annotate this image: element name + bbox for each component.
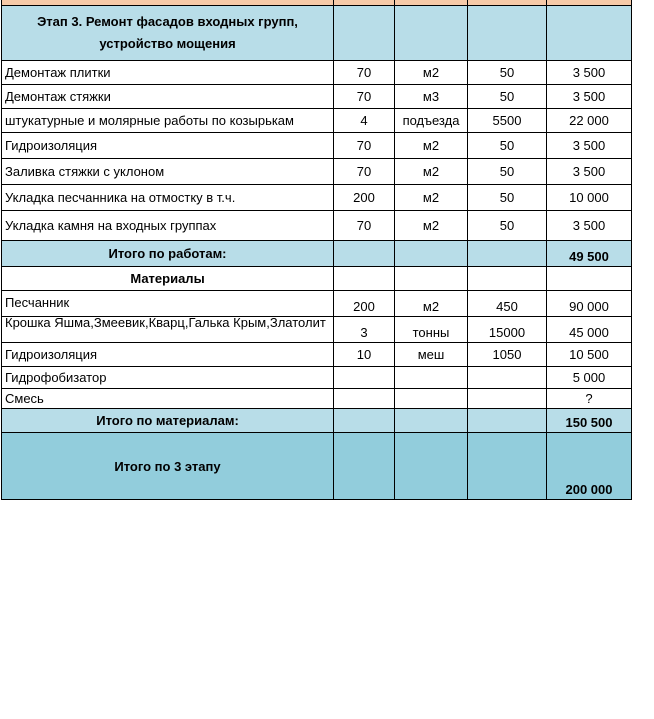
cell[interactable] — [334, 267, 395, 290]
table-row — [1, 185, 632, 211]
material-total[interactable]: 45 000 — [547, 317, 632, 342]
work-total[interactable]: 10 000 — [547, 185, 632, 210]
table-row — [1, 133, 632, 159]
stage-header-row — [1, 6, 632, 61]
material-name[interactable]: Гидрофобизатор — [1, 367, 334, 388]
work-price[interactable]: 50 — [468, 61, 547, 84]
cell[interactable] — [395, 433, 468, 499]
material-price[interactable]: 15000 — [468, 317, 547, 342]
material-total[interactable]: 90 000 — [547, 291, 632, 316]
table-row — [1, 367, 632, 389]
material-name[interactable]: Крошка Яшма,Змеевик,Кварц,Галька Крым,Златолит — [1, 317, 334, 342]
work-name[interactable]: Заливка стяжки с уклоном — [1, 159, 334, 184]
materials-total-value[interactable]: 150 500 — [547, 409, 632, 432]
work-total[interactable]: 3 500 — [547, 85, 632, 108]
stage-total-row — [1, 433, 632, 500]
cell[interactable] — [468, 433, 547, 499]
table-row — [1, 85, 632, 109]
work-qty[interactable]: 70 — [334, 85, 395, 108]
work-qty[interactable]: 200 — [334, 185, 395, 210]
work-unit[interactable]: м3 — [395, 85, 468, 108]
cell[interactable] — [334, 6, 395, 60]
table-row — [1, 211, 632, 241]
work-price[interactable]: 50 — [468, 211, 547, 240]
material-qty[interactable] — [334, 389, 395, 408]
cell[interactable] — [395, 6, 468, 60]
work-price[interactable]: 50 — [468, 85, 547, 108]
work-qty[interactable]: 70 — [334, 61, 395, 84]
material-unit[interactable] — [395, 389, 468, 408]
table-row — [1, 291, 632, 317]
material-price[interactable]: 450 — [468, 291, 547, 316]
materials-total-row — [1, 409, 632, 433]
cell[interactable] — [468, 6, 547, 60]
material-qty[interactable]: 10 — [334, 343, 395, 366]
table-row — [1, 389, 632, 409]
table-row — [1, 317, 632, 343]
cell[interactable] — [468, 267, 547, 290]
work-qty[interactable]: 4 — [334, 109, 395, 132]
cell[interactable] — [468, 409, 547, 432]
work-qty[interactable]: 70 — [334, 133, 395, 158]
stage-total-label[interactable]: Итого по 3 этапу — [1, 433, 334, 499]
spreadsheet-table — [1, 0, 632, 500]
cell[interactable] — [395, 409, 468, 432]
work-unit[interactable]: м2 — [395, 133, 468, 158]
material-name[interactable]: Гидроизоляция — [1, 343, 334, 366]
work-unit[interactable]: м2 — [395, 61, 468, 84]
material-total[interactable]: 10 500 — [547, 343, 632, 366]
material-price[interactable] — [468, 367, 547, 388]
work-total[interactable]: 3 500 — [547, 211, 632, 240]
work-price[interactable]: 50 — [468, 133, 547, 158]
cell[interactable] — [395, 267, 468, 290]
table-row — [1, 159, 632, 185]
material-name[interactable]: Смесь — [1, 389, 334, 408]
work-unit[interactable]: м2 — [395, 185, 468, 210]
materials-header[interactable]: Материалы — [1, 267, 334, 290]
cell[interactable] — [334, 409, 395, 432]
work-price[interactable]: 5500 — [468, 109, 547, 132]
work-name[interactable]: штукатурные и молярные работы по козырькам — [1, 109, 334, 132]
cell[interactable] — [547, 267, 632, 290]
material-price[interactable]: 1050 — [468, 343, 547, 366]
work-qty[interactable]: 70 — [334, 159, 395, 184]
work-total[interactable]: 3 500 — [547, 61, 632, 84]
materials-total-label[interactable]: Итого по материалам: — [1, 409, 334, 432]
stage-total-value[interactable]: 200 000 — [547, 433, 632, 499]
material-unit[interactable]: м2 — [395, 291, 468, 316]
table-row — [1, 343, 632, 367]
works-total-row — [1, 241, 632, 267]
table-row — [1, 61, 632, 85]
cell[interactable] — [547, 6, 632, 60]
table-row — [1, 109, 632, 133]
material-price[interactable] — [468, 389, 547, 408]
work-name[interactable]: Демонтаж стяжки — [1, 85, 334, 108]
stage-title[interactable]: Этап 3. Ремонт фасадов входных групп, устройство мощения — [1, 6, 334, 60]
work-name[interactable]: Укладка песчанника на отмостку в т.ч. — [1, 185, 334, 210]
material-qty[interactable] — [334, 367, 395, 388]
work-total[interactable]: 22 000 — [547, 109, 632, 132]
cell[interactable] — [395, 241, 468, 266]
work-qty[interactable]: 70 — [334, 211, 395, 240]
materials-header-row — [1, 267, 632, 291]
works-total-label[interactable]: Итого по работам: — [1, 241, 334, 266]
work-total[interactable]: 3 500 — [547, 133, 632, 158]
cell[interactable] — [468, 241, 547, 266]
cell[interactable] — [334, 433, 395, 499]
work-name[interactable]: Укладка камня на входных группах — [1, 211, 334, 240]
work-unit[interactable]: м2 — [395, 211, 468, 240]
work-unit[interactable]: подъезда — [395, 109, 468, 132]
material-qty[interactable]: 200 — [334, 291, 395, 316]
work-price[interactable]: 50 — [468, 185, 547, 210]
material-unit[interactable]: тонны — [395, 317, 468, 342]
works-total-value[interactable]: 49 500 — [547, 241, 632, 266]
work-unit[interactable]: м2 — [395, 159, 468, 184]
material-total[interactable]: 5 000 — [547, 367, 632, 388]
material-qty[interactable]: 3 — [334, 317, 395, 342]
material-unit[interactable]: меш — [395, 343, 468, 366]
material-name[interactable]: Песчанник — [1, 291, 334, 316]
work-name[interactable]: Демонтаж плитки — [1, 61, 334, 84]
work-total[interactable]: 3 500 — [547, 159, 632, 184]
material-total[interactable]: ? — [547, 389, 632, 408]
cell[interactable] — [334, 241, 395, 266]
material-unit[interactable] — [395, 367, 468, 388]
work-name[interactable]: Гидроизоляция — [1, 133, 334, 158]
work-price[interactable]: 50 — [468, 159, 547, 184]
